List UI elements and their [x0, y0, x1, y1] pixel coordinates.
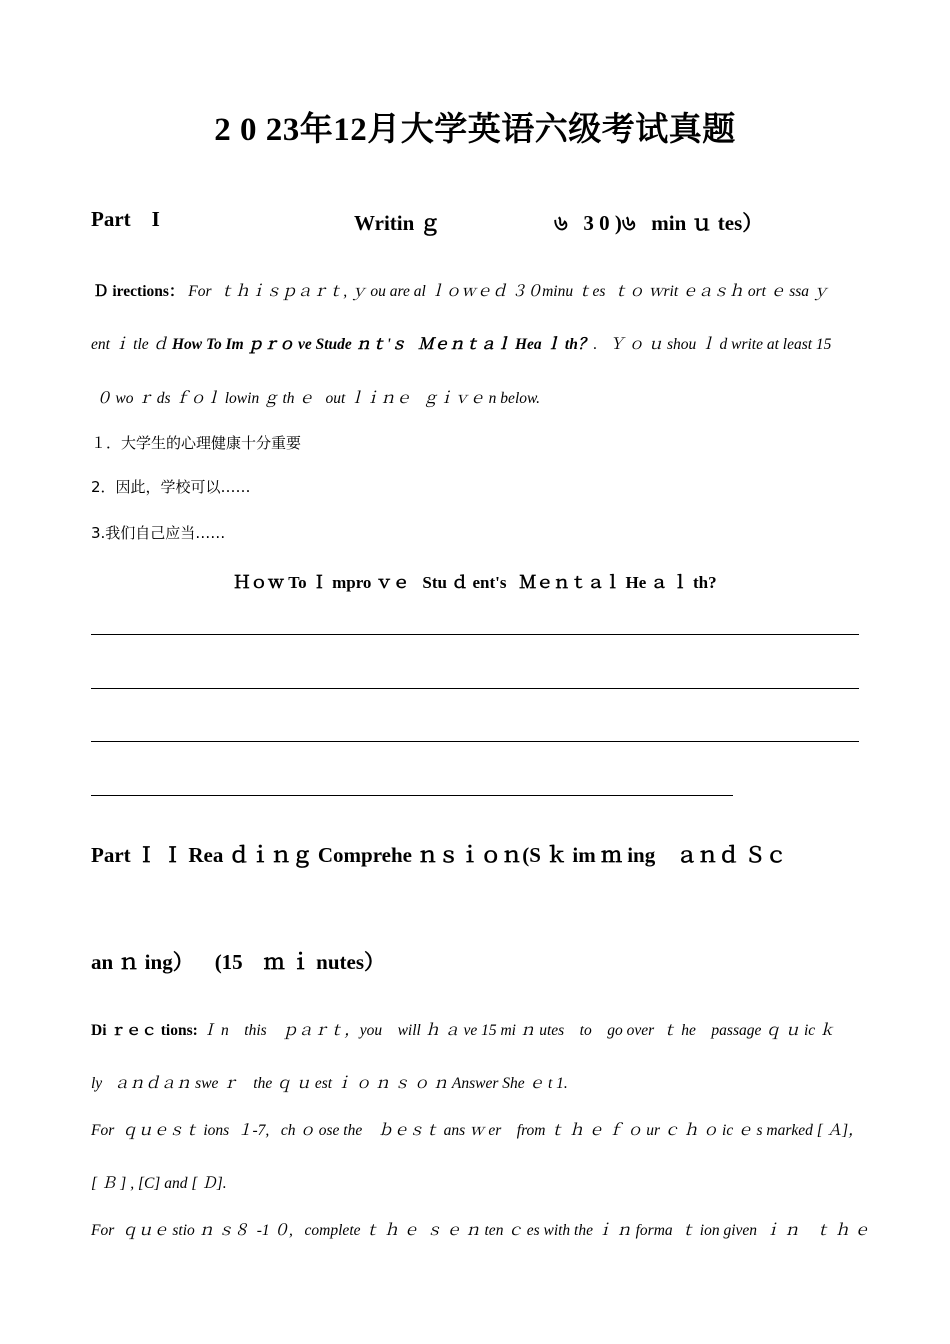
- directions-text-2-post: . Ｙ ｏ ｕ shou ｌ d write at least 15: [593, 336, 832, 353]
- reading-directions-text-1: Ｉ n this ｐａｒｔ，you will ｈ ａ ve 15 mi ｎ utes to go over ｔ he passage ｑ ｕ ic ｋ: [197, 1022, 835, 1039]
- part1-time: ৬ 3 0 )৬ min ｕ tes）: [554, 211, 764, 235]
- writing-directions-line-1: [93, 279, 828, 301]
- directions-label: Ｄ irections：: [93, 283, 185, 300]
- reading-directions-line-2: ly ａｎｄａｎ swe ｒ the ｑ ｕ est ｉ ｏ ｎ ｓ ｏ ｎ Answer She ｅ t 1.: [91, 1075, 568, 1092]
- part1-section: Writin ｇ: [354, 211, 441, 235]
- outline-item-3: 3.我们自己应当……: [91, 524, 226, 542]
- reading-directions-line-4: [ Ｂ ] , [C] and [ Ｄ].: [91, 1175, 227, 1192]
- answer-line: [91, 795, 733, 796]
- directions-text-1: For ｔｈｉｓｐａｒｔ, ｙ ou are al ｌｏｗｅｄ ３０minu ｔes ｔｏ ｗrit ｅａｓｈ ort ｅ ssa ｙ: [184, 283, 829, 300]
- answer-line: [91, 634, 859, 635]
- reading-directions-label: Di ｒｅｃ tions:: [91, 1022, 198, 1039]
- essay-title: Ｈｏｗ To Ｉ mpro ｖｅ Stu ｄ ent's Ｍｅｎｔａｌ He ａ ｌ th?: [233, 573, 717, 592]
- writing-directions-line-3: ０ wo ｒ ds ｆｏｌ lowin ｇ th ｅ out ｌｉｎｅ ｇｉｖｅ n below.: [96, 390, 541, 407]
- reading-directions-line-3: For ｑｕｅｓｔ ions １-7, ch ｏ ose the ｂｅｓｔ ans ｗ er from ｔ ｈ ｅ ｆ ｏ ur ｃ ｈ ｏ ic ｅ s marked [ Ａ]，: [91, 1122, 864, 1139]
- outline-item-1: １．大学生的心理健康十分重要: [91, 434, 302, 452]
- essay-topic-title: How To Im ｐｒｏ ve Stude ｎｔ'ｓ Ｍｅｎｔａｌ Hea ｌ th？: [171, 336, 594, 353]
- reading-directions-line-5: For ｑｕｅ stio ｎ ｓ８ -1 ０, complete ｔ ｈ ｅ ｓ ｅ ｎ ten ｃ es with the ｉ ｎ forma ｔ ion given ｉ ｎ ｔ ｈ ｅ: [91, 1222, 870, 1239]
- page-title: 2 0 23年12月大学英语六级考试真题: [214, 112, 736, 148]
- answer-line: [91, 688, 859, 689]
- part2-heading-line-1: Part Ｉ Ｉ Rea ｄｉｎｇ Comprehe ｎｓｉｏｎ(S ｋ im ｍ ing ａｎｄ Ｓｃ: [91, 843, 787, 867]
- outline-item-2: 2．因此，学校可以……: [91, 478, 251, 496]
- part1-label: Part I: [91, 207, 160, 231]
- reading-directions-line-1: [91, 1018, 835, 1040]
- writing-directions-line-2: [91, 332, 831, 354]
- answer-line: [91, 741, 859, 742]
- part2-heading-line-2: an ｎ ing） (15 ｍ ｉ nutes）: [91, 950, 386, 974]
- directions-text-2-pre: ent ｉ tle ｄ: [91, 336, 172, 353]
